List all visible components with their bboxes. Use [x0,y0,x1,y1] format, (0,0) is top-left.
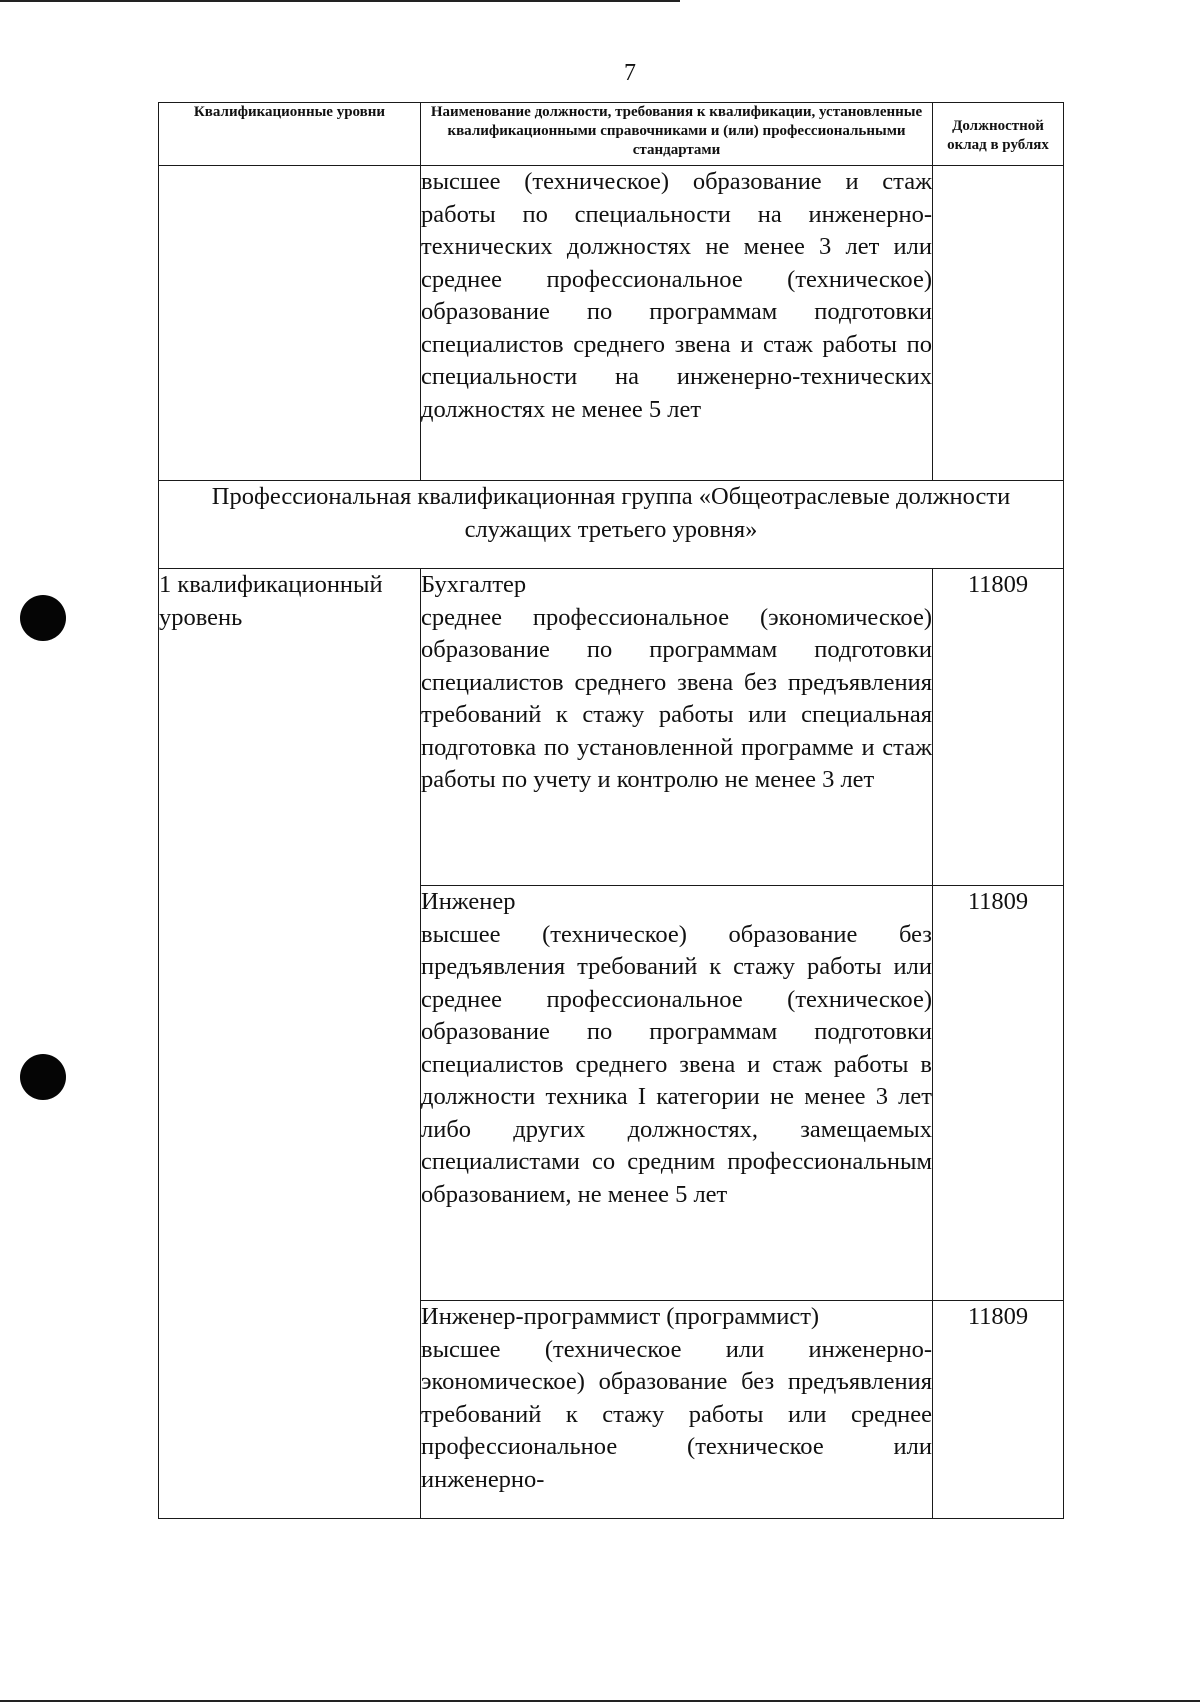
position-requirements: высшее (техническое) образование без предъявления требований к стажу работы или среднее профессиональное (техническое) образование по программам подготовки специалистов среднего звена и стаж работы в должности техника I категории не менее 3 лет либо других должностях, замещаемых специалистами со средним профессиональным образованием, не менее 5 лет [421,920,932,1208]
table-row [159,569,1064,886]
empty-salary-cell [933,166,1064,481]
salary-table [158,102,1064,1519]
continuation-row [159,166,1064,481]
position-requirements: высшее (техническое или инженерно-экономическое) образование без предъявления требований к стажу работы или среднее профессиональное (техническое или инженерно- [421,1335,932,1493]
punch-hole-mark [20,1054,66,1100]
header-qualification-levels: Квалификационные уровни [159,103,421,166]
position-salary: 11809 [933,569,1064,886]
table-header-row [159,103,1064,166]
qualification-level-label: 1 квалификационный уровень [159,569,421,1519]
group-title-row [159,481,1064,569]
punch-hole-mark [20,595,66,641]
empty-level-cell [159,166,421,481]
position-salary: 11809 [933,1301,1064,1519]
position-title: Инженер-программист (программист) [421,1303,820,1330]
page-number: 7 [624,60,636,86]
position-cell [421,1301,933,1519]
position-cell [421,569,933,886]
top-scan-edge [0,0,680,2]
group-title: Профессиональная квалификационная группа «Общеотраслевые должности служащих третьего уровня» [159,481,1064,569]
continuation-requirements: высшее (техническое) образование и стаж работы по специальности на инженерно-технических должностях не менее 3 лет или среднее профессиональное (техническое) образование по программам подготовки специалистов среднего звена и стаж работы по специальности на инженерно-технических должностях не менее 5 лет [421,166,933,481]
position-cell [421,886,933,1301]
position-salary: 11809 [933,886,1064,1301]
position-requirements: среднее профессиональное (экономическое) образование по программам подготовки специалистов среднего звена без предъявления требований к стажу работы или специальная подготовка по установленной программе и стаж работы по учету и контролю не менее 3 лет [421,603,932,793]
position-title: Инженер [421,888,516,915]
header-position-requirements: Наименование должности, требования к квалификации, установленные квалификационными справочниками и (или) профессиональными стандартами [421,103,933,166]
header-salary: Должностной оклад в рублях [933,103,1064,166]
position-title: Бухгалтер [421,571,527,598]
